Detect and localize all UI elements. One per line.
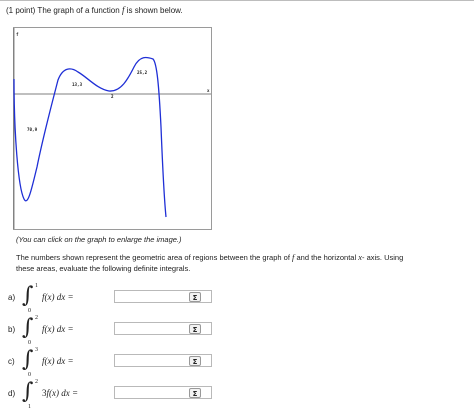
question-label: b) (8, 325, 16, 334)
lower-limit: 0 (28, 372, 31, 378)
sigma-icon[interactable]: Σ (189, 292, 201, 302)
upper-limit: 3 (35, 347, 38, 353)
problem-intro (6, 5, 183, 15)
question-d (0, 377, 474, 411)
desc-x-var: x (358, 252, 362, 262)
enlarge-note: (You can click on the graph to enlarge the image.) (16, 235, 182, 244)
lower-limit: 0 (28, 308, 31, 314)
problem-description (16, 252, 416, 274)
sigma-icon[interactable]: Σ (189, 324, 201, 334)
upper-limit: 2 (35, 379, 38, 385)
integrand-text: f(x) dx = (42, 324, 74, 334)
question-b (0, 313, 474, 347)
question-label: d) (8, 389, 16, 398)
desc-part3: - axis. Using these areas, evaluate the following definite integrals. (16, 253, 404, 273)
integrand (42, 292, 74, 302)
top-divider (0, 0, 474, 1)
intro-function-var: f (121, 5, 125, 15)
lower-limit: 0 (28, 340, 31, 346)
zero-label: 2 (111, 94, 114, 99)
integrand-text: f(x) dx = (42, 356, 74, 366)
integral-sign: ∫ (22, 283, 34, 308)
area-label-trough: 70,9 (27, 127, 38, 132)
area-label-peak2: 25,2 (137, 70, 148, 75)
integrand (42, 356, 74, 366)
function-graph[interactable] (13, 27, 212, 230)
upper-limit: 2 (35, 315, 38, 321)
intro-prefix: (1 point) The graph of a function (6, 6, 120, 15)
area-label-peak1: 13,3 (72, 82, 83, 87)
integrand (42, 324, 74, 334)
integrand-text: f(x) dx = (46, 388, 79, 398)
y-axis-label: f (16, 32, 19, 37)
coefficient: 3 (42, 388, 47, 398)
x-axis-label: x (207, 88, 210, 93)
integrand (42, 388, 78, 398)
question-c (0, 345, 474, 379)
question-label: c) (8, 357, 15, 366)
sigma-icon[interactable]: Σ (189, 388, 201, 398)
graph-frame (14, 28, 212, 230)
question-a (0, 281, 474, 315)
integral-sign: ∫ (22, 347, 34, 372)
desc-part2: and the horizontal (296, 253, 357, 262)
desc-part1: The numbers shown represent the geometric area of regions between the graph of (16, 253, 290, 262)
integral-sign: ∫ (22, 315, 34, 340)
upper-limit: 1 (35, 283, 38, 289)
question-label: a) (8, 293, 16, 302)
sigma-icon[interactable]: Σ (189, 356, 201, 366)
desc-function-var: f (292, 252, 295, 262)
graph-canvas[interactable] (13, 27, 212, 230)
lower-limit: 1 (28, 404, 31, 410)
intro-suffix: is shown below. (126, 6, 183, 15)
integral-sign: ∫ (22, 379, 34, 404)
integrand-text: f(x) dx = (42, 292, 74, 302)
